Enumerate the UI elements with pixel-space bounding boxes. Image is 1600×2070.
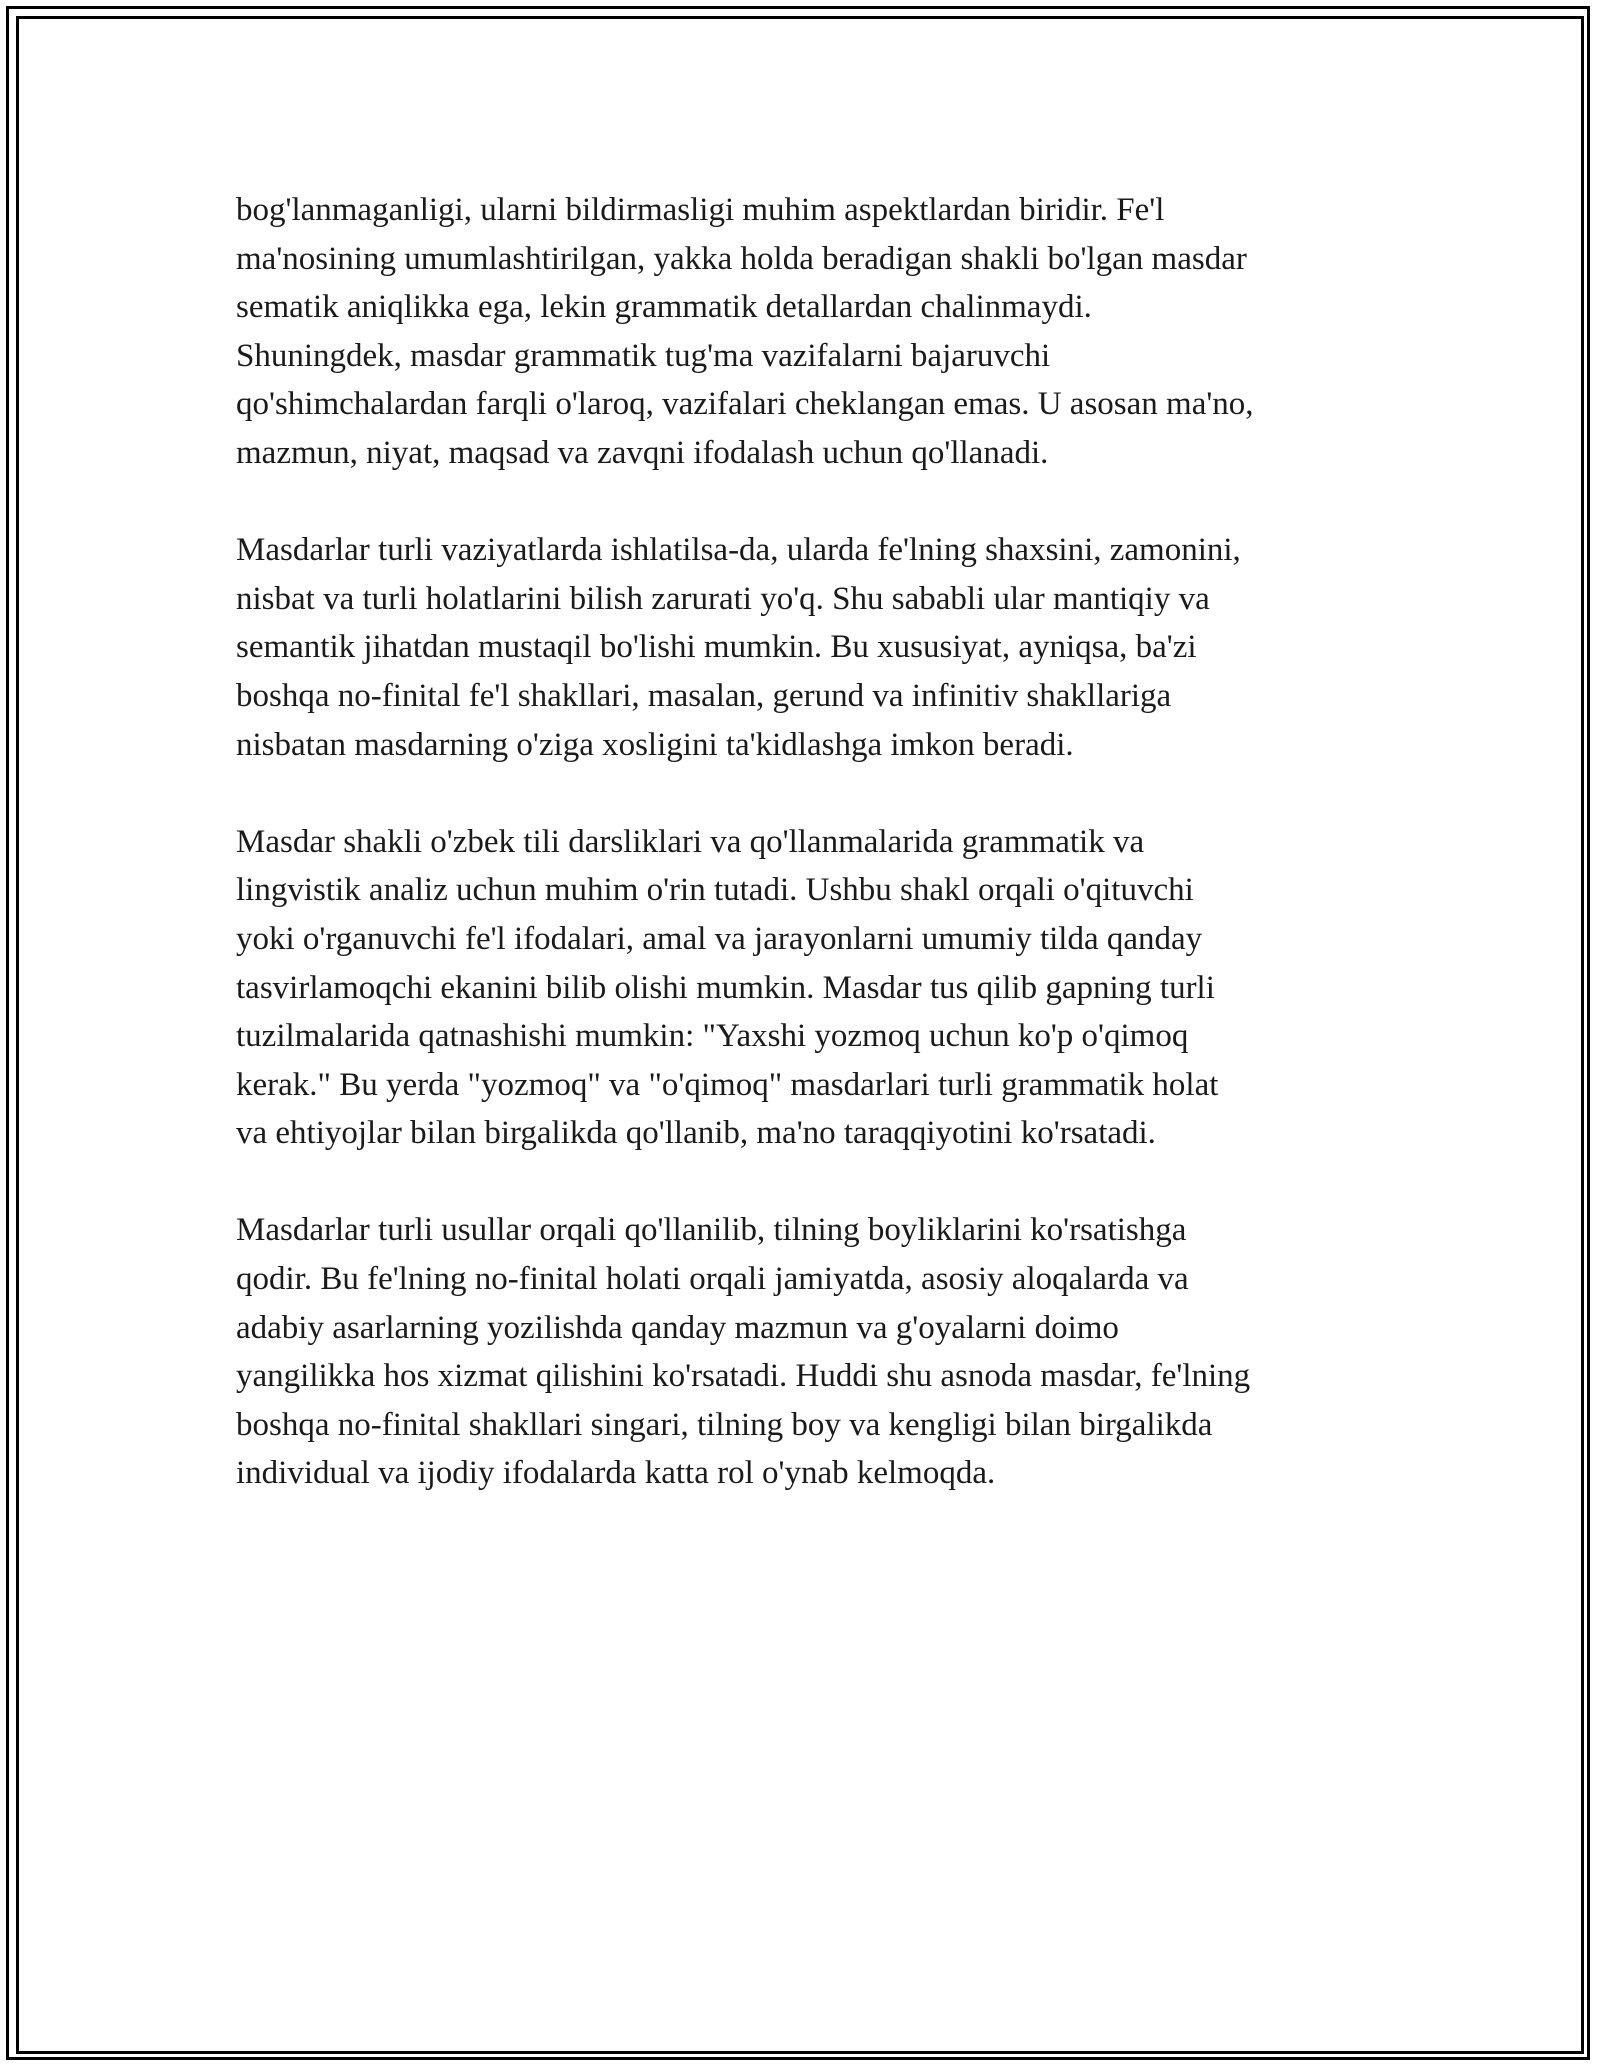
paragraph-3: Masdar shakli o'zbek tili darsliklari va qo'llanmalarida grammatik va lingvistik analiz uchun muhim o'rin tutadi. Ushbu shakl orqali o'qituvchi yoki o'rganuvchi fe'l ifodalari, amal va jarayonlarni umumiy tilda qanday tasvirlamoqchi ekanini bilib olishi mumkin. Masdar tus qilib gapning turli tuzilmalarida qatnashishi mumkin: "Yaxshi yozmoq uchun ko'p o'qimoq kerak." Bu yerda "yozmoq" va "o'qimoq" masdarlari turli grammatik holat va ehtiyojlar bilan birgalikda qo'llanib, ma'no taraqqiyotini ko'rsatadi. (236, 823, 1219, 1152)
document-body (236, 186, 1381, 1547)
paragraph-1: bog'lanmaganligi, ularni bildirmasligi muhim aspektlardan biridir. Fe'l ma'nosining umumlashtirilgan, yakka holda beradigan shakli bo'lgan masdar sematik aniqlikka ega, lekin grammatik detallardan chalinmaydi. Shuningdek, masdar grammatik tug'ma vazifalarni bajaruvchi qo'shimchalardan farqli o'laroq, vazifalari cheklangan emas. U asosan ma'no, mazmun, niyat, maqsad va zavqni ifodalash uchun qo'llanadi. (236, 192, 1254, 471)
paragraph-2: Masdarlar turli vaziyatlarda ishlatilsa-da, ularda fe'lning shaxsini, zamonini, nisbat va turli holatlarini bilish zarurati yo'q. Shu sababli ular mantiqiy va semantik jihatdan mustaqil bo'lishi mumkin. Bu xususiyat, ayniqsa, ba'zi boshqa no-finital fe'l shakllari, masalan, gerund va infinitiv shakllariga nisbatan masdarning o'ziga xosligini ta'kidlashga imkon beradi. (236, 532, 1241, 763)
paragraph-4: Masdarlar turli usullar orqali qo'llanilib, tilning boyliklarini ko'rsatishga qodir. Bu fe'lning no-finital holati orqali jamiyatda, asosiy aloqalarda va adabiy asarlarning yozilishda qanday mazmun va g'oyalarni doimo yangilikka hos xizmat qilishini ko'rsatadi. Huddi shu asnoda masdar, fe'lning boshqa no-finital shakllari singari, tilning boy va kengligi bilan birgalikda individual va ijodiy ifodalarda katta rol o'ynab kelmoqda. (236, 1212, 1251, 1492)
